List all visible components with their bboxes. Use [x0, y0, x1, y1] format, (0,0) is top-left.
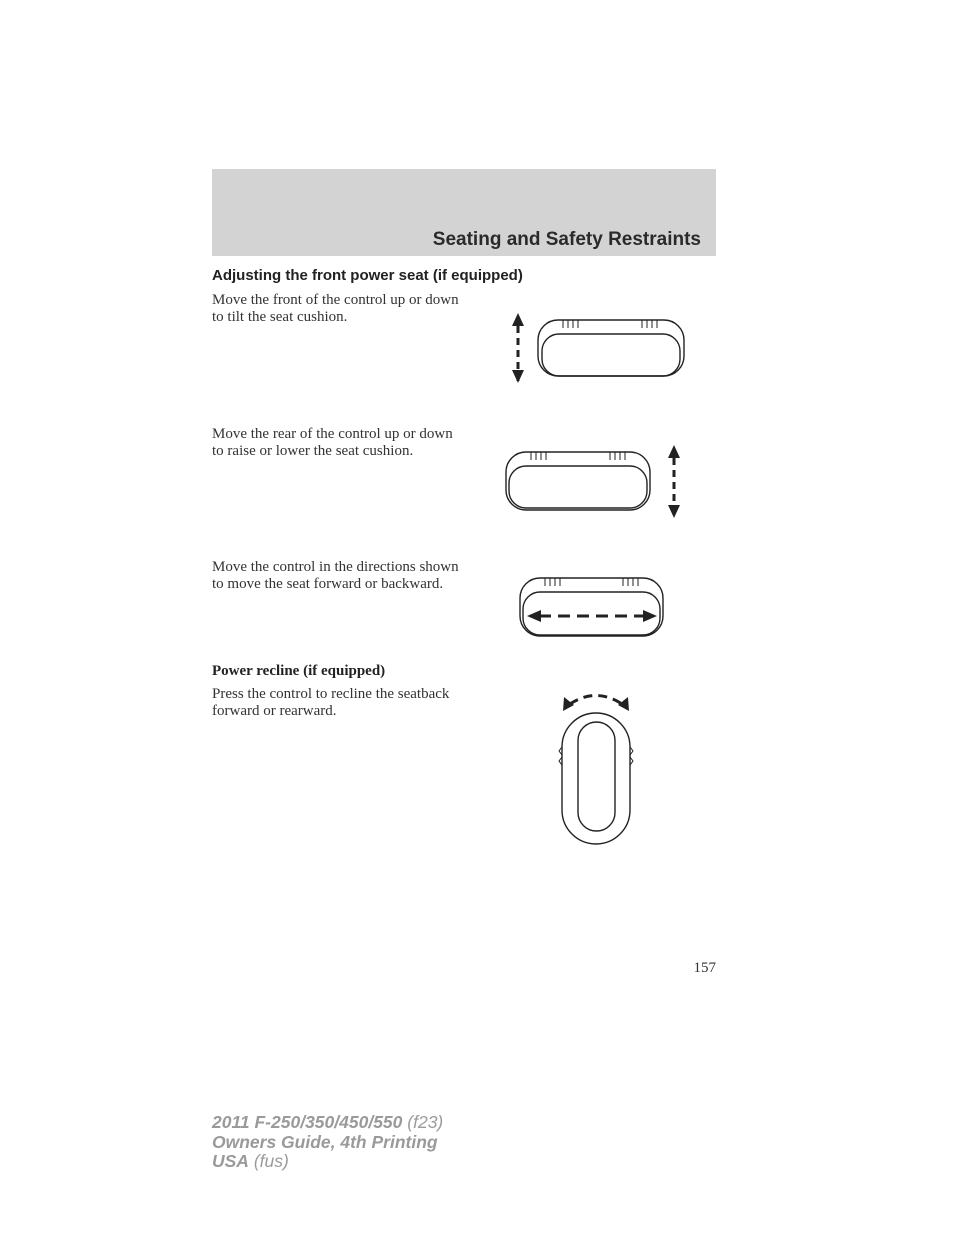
- footer-market: USA: [212, 1151, 249, 1171]
- footer-model-code: (f23): [407, 1112, 444, 1132]
- footer-model: 2011 F-250/350/450/550: [212, 1112, 403, 1132]
- paragraph-tilt: Move the front of the control up or down to tilt the seat cushion.: [212, 292, 459, 325]
- section-title: Seating and Safety Restraints: [432, 229, 701, 250]
- page-number: 157: [693, 960, 716, 976]
- seat-cushion-tilt-control-icon: [505, 310, 690, 385]
- subheading-power-seat: Adjusting the front power seat (if equipped): [212, 267, 523, 284]
- seat-recline-control-icon: [550, 685, 645, 850]
- paragraph-fore-aft: Move the control in the directions shown to move the seat forward or backward.: [212, 559, 459, 592]
- heading-power-recline: Power recline (if equipped): [212, 663, 386, 679]
- footer-line-2: [212, 1133, 443, 1153]
- seat-fore-aft-control-icon: [515, 570, 670, 645]
- paragraph-height: Move the rear of the control up or down to raise or lower the seat cushion.: [212, 426, 453, 459]
- paragraph-recline: Press the control to recline the seatback forward or rearward.: [212, 686, 450, 719]
- footer-line-1: [212, 1113, 443, 1133]
- footer-market-code: (fus): [253, 1151, 289, 1171]
- seat-cushion-height-control-icon: [500, 442, 690, 522]
- section-header-band: [212, 169, 716, 256]
- footer-publication-info: [212, 1113, 443, 1172]
- footer-guide-edition: Owners Guide, 4th Printing: [212, 1131, 438, 1152]
- footer-line-3: [212, 1152, 443, 1172]
